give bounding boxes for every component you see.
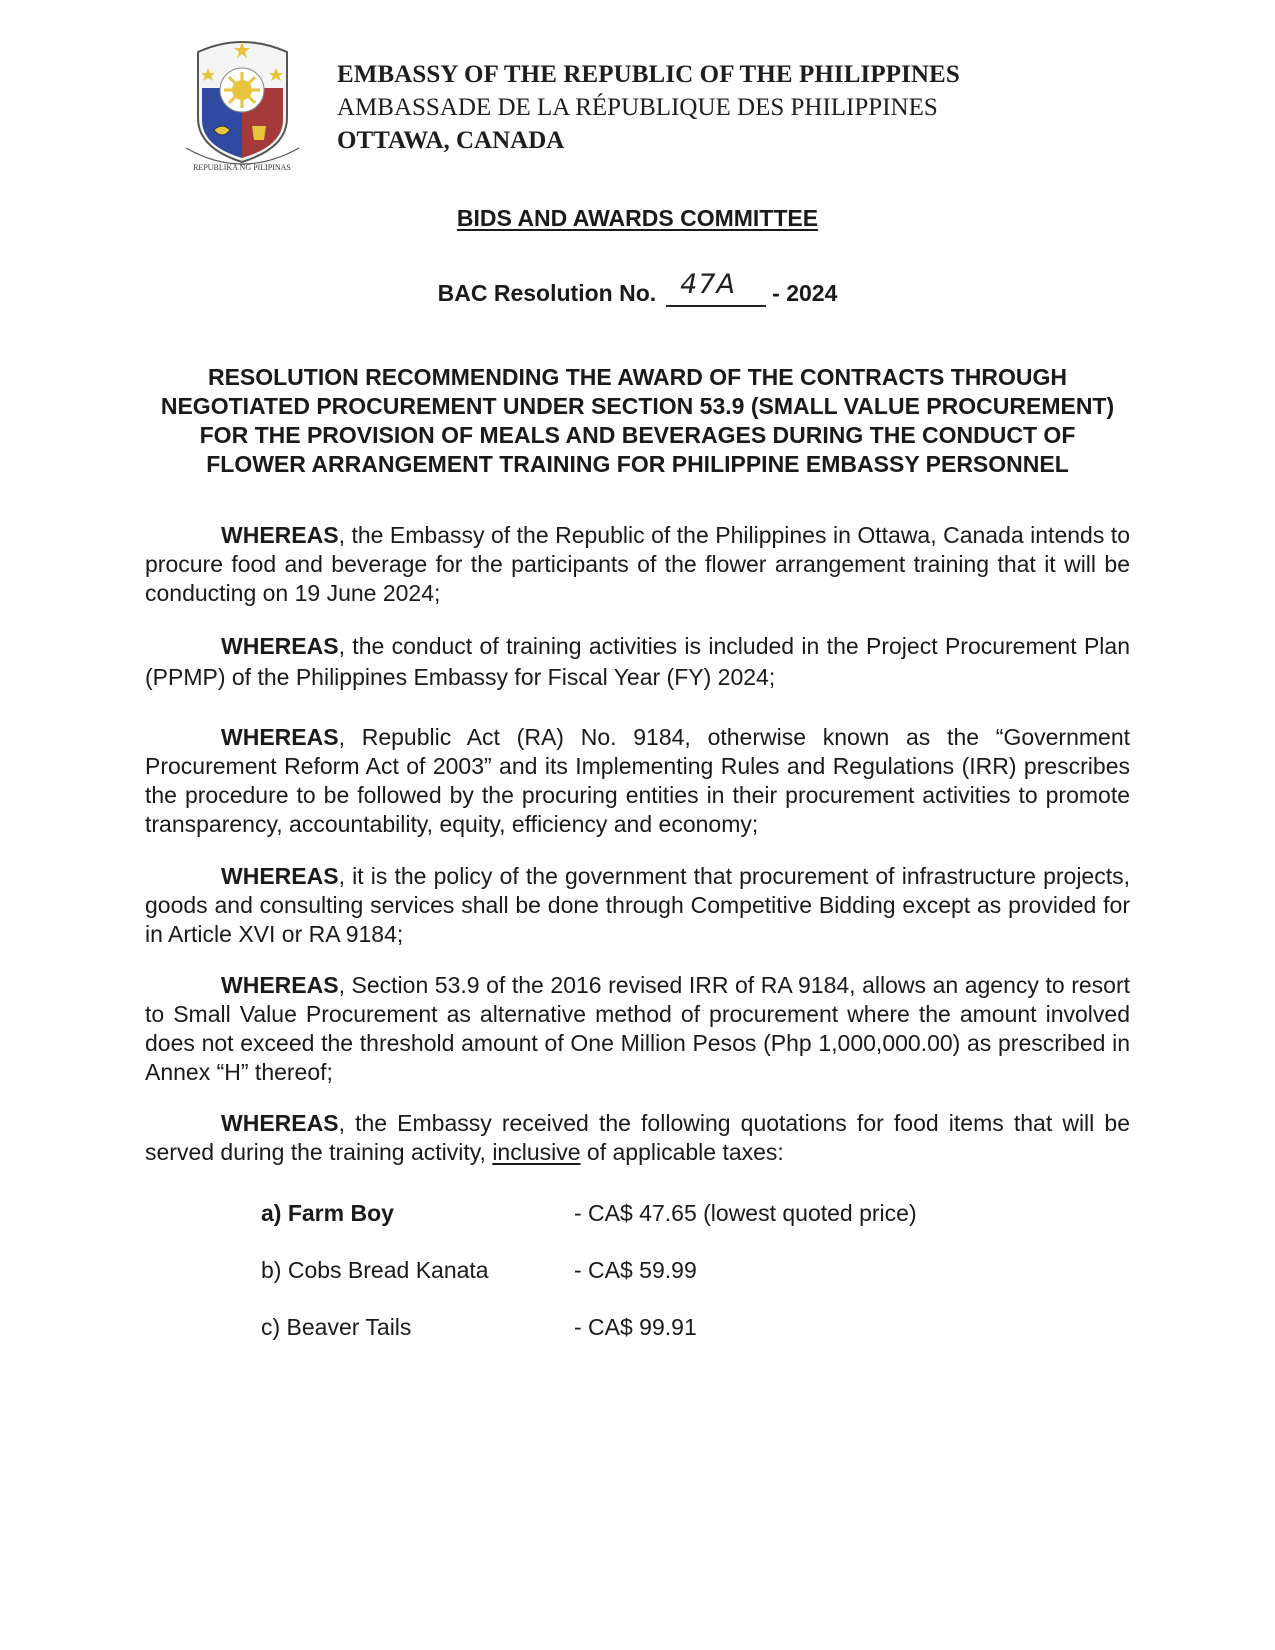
letterhead-line-location: OTTAWA, CANADA — [337, 127, 565, 154]
whereas-paragraph: WHEREAS, the Embassy received the following quotations for food items that will be served during the training activity, inclusive of applicable taxes: — [145, 1110, 1130, 1165]
resolution-number-blank — [666, 269, 766, 307]
whereas-paragraph: WHEREAS, the Embassy of the Republic of the Philippines in Ottawa, Canada intends to procure food and beverage for the participants of the flower arrangement training that it will be conducting on 19 June 2024; — [145, 522, 1130, 606]
letterhead-line-french: AMBASSADE DE LA RÉPUBLIQUE DES PHILIPPINES — [337, 94, 938, 121]
whereas-label: WHEREAS — [221, 863, 339, 889]
quotation-item — [261, 1257, 697, 1284]
whereas-paragraph: WHEREAS, the conduct of training activities is included in the Project Procurement Plan (PPMP) of the Philippines Embassy for Fiscal Year (FY) 2024; — [145, 633, 1130, 690]
whereas-label: WHEREAS — [221, 972, 339, 998]
whereas-paragraph: WHEREAS, Section 53.9 of the 2016 revised IRR of RA 9184, allows an agency to resort to Small Value Procurement as alternative method of procurement where the amount involved does not exceed the threshold amount of One Million Pesos (Php 1,000,000.00) as prescribed in Annex “H” thereof; — [145, 972, 1130, 1085]
quotation-price: - CA$ 47.65 (lowest quoted price) — [574, 1200, 917, 1226]
resolution-number — [0, 269, 1275, 307]
resolution-year: - 2024 — [772, 280, 838, 306]
letterhead-line-english: EMBASSY OF THE REPUBLIC OF THE PHILIPPINES — [337, 61, 960, 88]
whereas-label: WHEREAS — [221, 633, 339, 659]
whereas-label: WHEREAS — [221, 724, 339, 750]
resolution-prefix: BAC Resolution No. — [437, 280, 657, 306]
whereas-paragraph: WHEREAS, it is the policy of the government that procurement of infrastructure projects, goods and consulting services shall be done through Competitive Bidding except as provided for in Article XVI or RA 9184; — [145, 863, 1130, 947]
embassy-letterhead — [337, 58, 960, 157]
quotation-item — [261, 1200, 917, 1227]
underlined-word: inclusive — [492, 1139, 581, 1165]
philippine-seal-icon — [180, 30, 305, 175]
resolution-title: RESOLUTION RECOMMENDING THE AWARD OF THE CONTRACTS THROUGH NEGOTIATED PROCUREMENT UNDER SECTION 53.9 (SMALL VALUE PROCUREMENT) FOR THE PROVISION OF MEALS AND BEVERAGES DURING THE CONDUCT OF FLOWER ARRANGEMENT TRAINING FOR PHILIPPINE EMBASSY PERSONNEL — [160, 364, 1115, 477]
quotation-vendor: b) Cobs Bread Kanata — [261, 1257, 489, 1283]
committee-heading: BIDS AND AWARDS COMMITTEE — [456, 205, 819, 231]
quotation-vendor: a) Farm Boy — [261, 1200, 394, 1226]
quotation-price: - CA$ 99.91 — [574, 1314, 697, 1340]
quotation-price: - CA$ 59.99 — [574, 1257, 697, 1283]
whereas-label: WHEREAS — [221, 1110, 339, 1136]
whereas-paragraph: WHEREAS, Republic Act (RA) No. 9184, otherwise known as the “Government Procurement Reform Act of 2003” and its Implementing Rules and Regulations (IRR) prescribes the procedure to be followed by the procuring entities in their procurement activities to promote transparency, accountability, equity, efficiency and economy; — [145, 724, 1130, 837]
seal-motto-text: REPUBLIKA NG PILIPINAS — [193, 163, 291, 172]
quotation-vendor: c) Beaver Tails — [261, 1314, 412, 1340]
quotation-item — [261, 1314, 697, 1341]
whereas-label: WHEREAS — [221, 522, 339, 548]
handwritten-resolution-number: 47A — [680, 269, 736, 300]
